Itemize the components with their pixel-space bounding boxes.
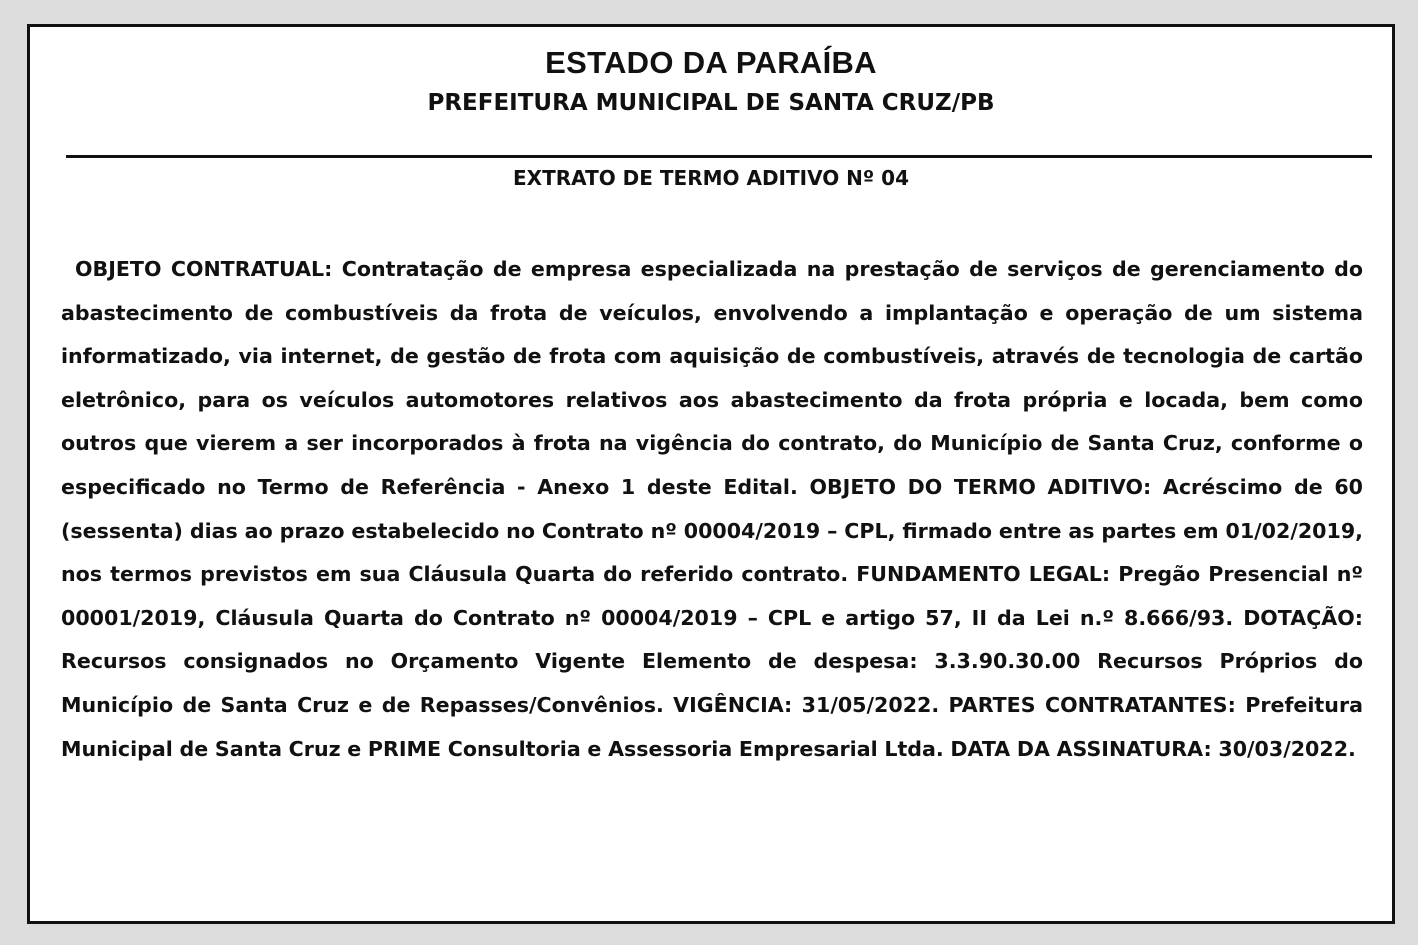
- state-heading: ESTADO DA PARAÍBA: [545, 45, 877, 80]
- header-divider: [66, 155, 1372, 158]
- extract-body-text: OBJETO CONTRATUAL: Contratação de empresa especializada na prestação de serviços de gerenciamento do abastecimento de combustíveis da frota de veículos, envolvendo a implantação e operação de um sistema informatizado, via internet, de gestão de frota com aquisição de combustíveis, através de tecnologia de cartão eletrônico, para os veículos automotores relativos aos abastecimento da frota própria e locada, bem como outros que vierem a ser incorporados à frota na vigência do contrato, do Município de Santa Cruz, conforme o especificado no Termo de Referência - Anexo 1 deste Edital. OBJETO DO TERMO ADITIVO: Acréscimo de 60 (sessenta) dias ao prazo estabelecido no Contrato nº 00004/2019 – CPL, firmado entre as partes em 01/02/2019, nos termos previstos em sua Cláusula Quarta do referido contrato. FUNDAMENTO LEGAL: Pregão Presencial nº 00001/2019, Cláusula Quarta do Contrato nº 00004/2019 – CPL e artigo 57, II da Lei n.º 8.666/93. DOTAÇÃO: Recursos consignados no Orçamento Vigente Elemento de despesa: 3.3.90.30.00 Recursos Próprios do Município de Santa Cruz e de Repasses/Convênios. VIGÊNCIA: 31/05/2022. PARTES CONTRATANTES: Prefeitura Municipal de Santa Cruz e PRIME Consultoria e Assessoria Empresarial Ltda. DATA DA ASSINATURA: 30/03/2022.: [61, 257, 1363, 761]
- city-hall-heading: PREFEITURA MUNICIPAL DE SANTA CRUZ/PB: [427, 90, 995, 116]
- extract-title: EXTRATO DE TERMO ADITIVO Nº 04: [513, 166, 909, 190]
- notice-frame: [27, 24, 1395, 924]
